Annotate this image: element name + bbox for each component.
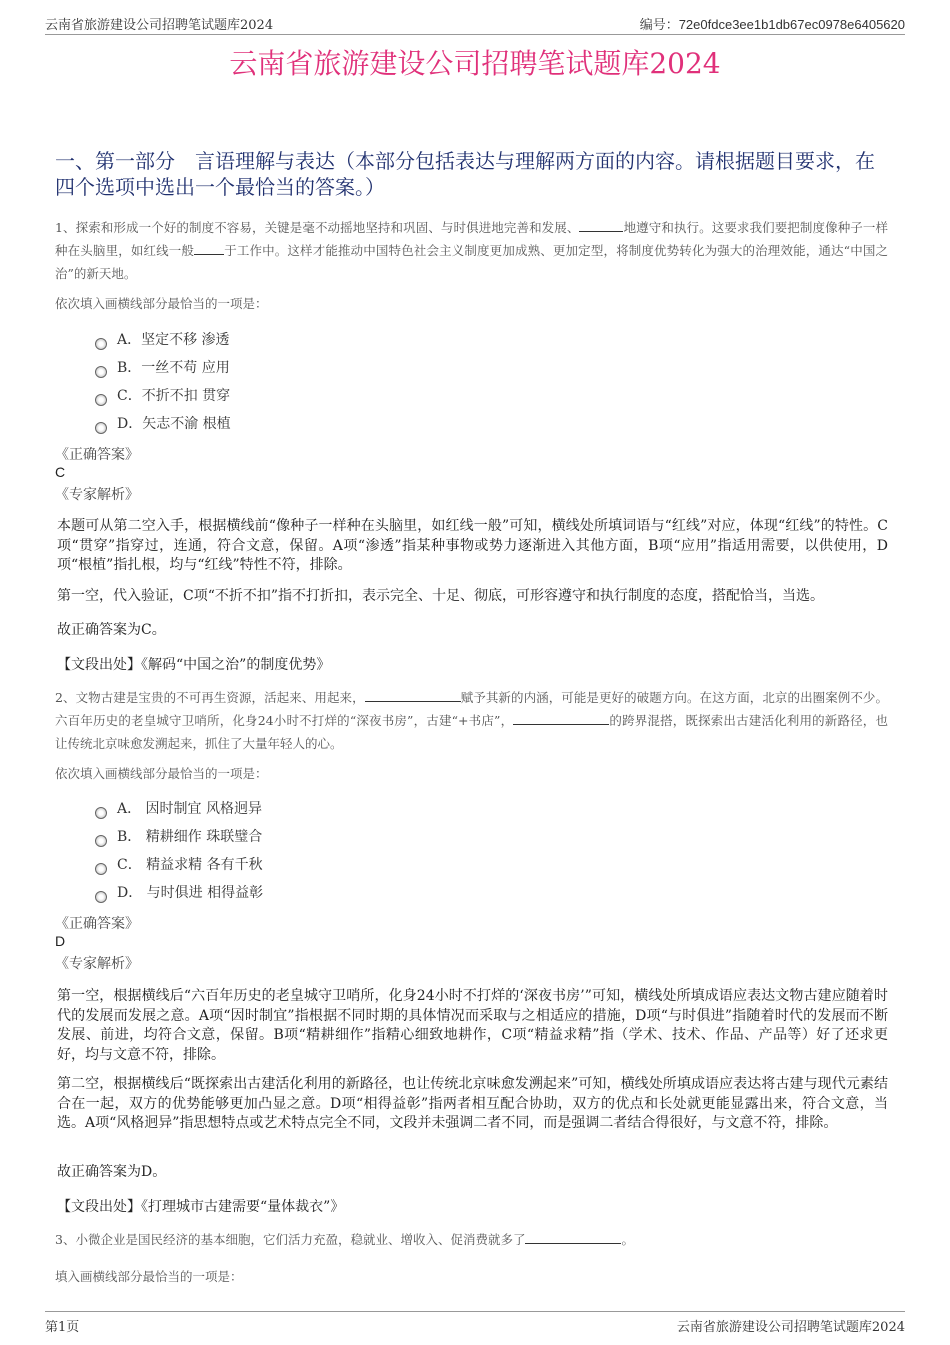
blank-line [194, 240, 224, 255]
page-footer [45, 1311, 905, 1336]
page-header [45, 14, 905, 35]
question-3-text: 3、小微企业是国民经济的基本细胞，它们活力充盈，稳就业、增收入、促消费就多了 。 [55, 1228, 888, 1251]
question-1-source: 【文段出处】《解码“中国之治”的制度优势》 [57, 657, 331, 673]
question-1-answer: C [55, 464, 66, 480]
question-1-analysis-1: 本题可从第二空入手，根据横线前“像种子一样种在头脑里，如红线一般”可知，横线处所填词语与“红线”对应，体现“红线”的特性。C项“贯穿”指穿过，连通，符合文意，保留。A项“渗透”指某种事物或势力逐渐进入其他方面，B项“应用”指适用需要，以供使用，D项“根植”指扎根，均与“红线”特性不符，排除。 [57, 518, 888, 573]
radio-icon[interactable] [95, 366, 107, 378]
option-d[interactable]: D．矢志不渝 根植 [95, 410, 231, 438]
analysis-label: 《专家解析》 [55, 956, 139, 972]
radio-icon[interactable] [95, 835, 107, 847]
footer-title: 云南省旅游建设公司招聘笔试题库2024 [676, 1320, 905, 1335]
radio-icon[interactable] [95, 891, 107, 903]
question-2-analysis-1: 第一空，根据横线后“六百年历史的老皇城守卫哨所，化身24小时不打烊的‘深夜书房’”可知，横线处所填成语应表达文物古建应随着时代的发展而发展之意。A项“因时制宜”指根据不同时期的具体情况而采取与之相适应的措施，D项“与时俱进”指随着时代的发展而不断发展、前进，均符合文意，保留。B项“精耕细作”指精心细致地耕作，C项“精益求精”指（学术、技术、作品、产品等）好了还求更好，均与文意不符，排除。 [57, 988, 888, 1063]
radio-icon[interactable] [95, 422, 107, 434]
blank-line [579, 217, 623, 232]
blank-line [513, 710, 609, 725]
question-2-source: 【文段出处】《打理城市古建需要“量体裁衣”》 [57, 1199, 345, 1215]
question-2-analysis-3: 故正确答案为D。 [57, 1164, 167, 1180]
blank-line [365, 687, 461, 702]
analysis-label: 《专家解析》 [55, 487, 139, 503]
radio-icon[interactable] [95, 394, 107, 406]
header-left-title: 云南省旅游建设公司招聘笔试题库2024 [45, 18, 274, 33]
option-b[interactable]: B．一丝不苟 应用 [95, 354, 231, 382]
blank-line [525, 1229, 621, 1244]
document-title: 云南省旅游建设公司招聘笔试题库2024 [229, 47, 721, 80]
question-2-options [95, 795, 263, 907]
question-2-answer: D [55, 933, 66, 949]
question-1-options [95, 326, 231, 438]
question-1-analysis-3: 故正确答案为C。 [57, 622, 166, 638]
question-1-analysis-2: 第一空，代入验证，C项“不折不扣”指不打折扣，表示完全、十足、彻底，可形容遵守和执行制度的态度，搭配恰当，当选。 [57, 588, 825, 604]
radio-icon[interactable] [95, 807, 107, 819]
page-number: 第1页 [45, 1320, 80, 1335]
answer-label: 《正确答案》 [55, 447, 139, 463]
option-d[interactable]: D． 与时俱进 相得益彰 [95, 879, 263, 907]
header-doc-id: 编号：72e0fdce3ee1b1db67ec0978e6405620 [639, 17, 905, 32]
question-2-instruction: 依次填入画横线部分最恰当的一项是： [55, 766, 268, 781]
radio-icon[interactable] [95, 338, 107, 350]
question-2-analysis-2: 第二空，根据横线后“既探索出古建活化利用的新路径，也让传统北京味愈发溯起来”可知，横线处所填成语应表达将古建与现代元素结合在一起，双方的优势能够更加凸显之意。D项“相得益彰”指两者相互配合协助，双方的优点和长处就更能显露出来，符合文意，当选。A项“风格迥异”指思想特点或艺术特点完全不同，文段并未强调二者不同，而是强调二者结合得很好，与文意不符，排除。 [57, 1076, 888, 1131]
answer-label: 《正确答案》 [55, 916, 139, 932]
option-c[interactable]: C．不折不扣 贯穿 [95, 382, 231, 410]
option-c[interactable]: C． 精益求精 各有千秋 [95, 851, 263, 879]
question-3-instruction: 填入画横线部分最恰当的一项是： [55, 1269, 243, 1284]
question-1-instruction: 依次填入画横线部分最恰当的一项是： [55, 296, 268, 311]
radio-icon[interactable] [95, 863, 107, 875]
question-1-text: 1、探索和形成一个好的制度不容易，关键是毫不动摇地坚持和巩固、与时俱进地完善和发展、 地遵守和执行。这要求我们要把制度像种子一样种在头脑里，如红线一般 于工作中。这样才能推动中国特色社会主义制度更加成熟、更加定型，将制度优势转化为强大的治理效能，通达“中国之治”的新天地。 [55, 216, 888, 285]
option-a[interactable]: A．坚定不移 渗透 [95, 326, 231, 354]
option-b[interactable]: B． 精耕细作 珠联璧合 [95, 823, 263, 851]
question-2-text: 2、文物古建是宝贵的不可再生资源，活起来、用起来， 赋予其新的内涵，可能是更好的破题方向。在这方面，北京的出圈案例不少。六百年历史的老皇城守卫哨所，化身24小时不打烊的“深夜书房”，古建“+书店”， 的跨界混搭，既探索出古建活化利用的新路径，也让传统北京味愈发溯起来，抓住了大量年轻人的心。 [55, 686, 888, 755]
option-a[interactable]: A． 因时制宜 风格迥异 [95, 795, 263, 823]
section-title: 一、第一部分 言语理解与表达（本部分包括表达与理解两方面的内容。请根据题目要求，在四个选项中选出一个最恰当的答案。） [55, 149, 875, 199]
